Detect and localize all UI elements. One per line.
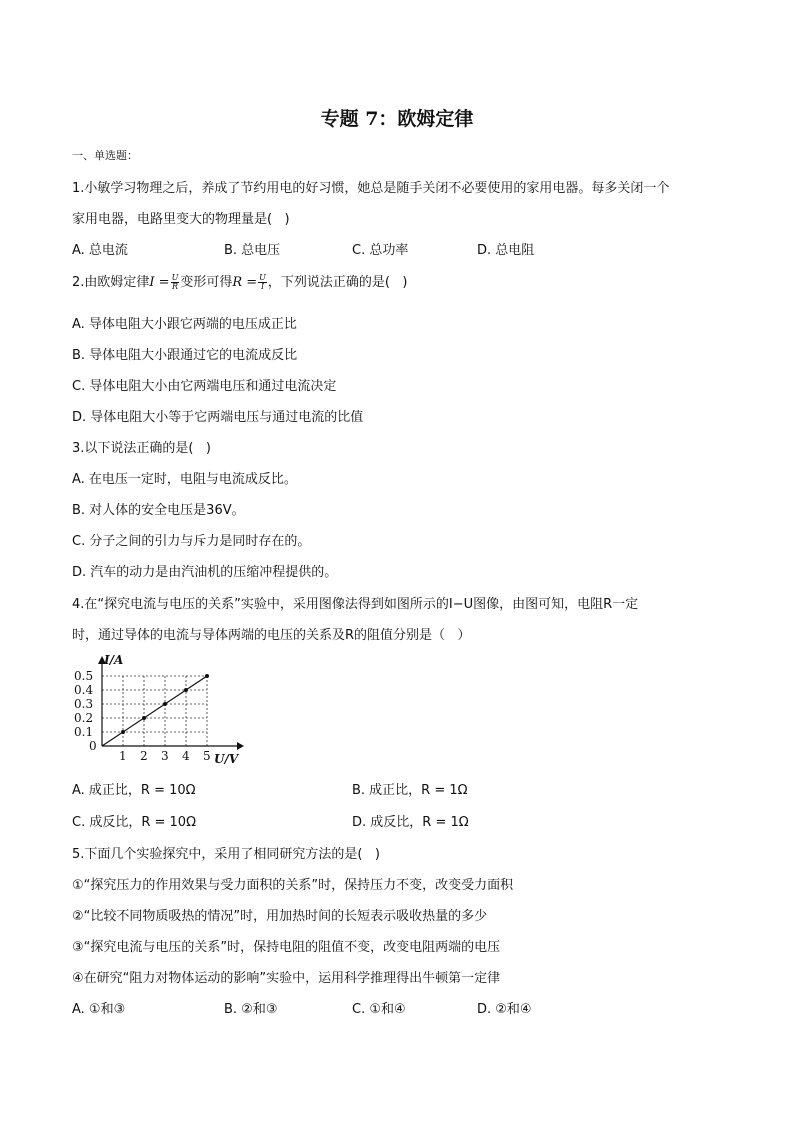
question-4-option-b[interactable]: B. 成正比，R = 1Ω [352,783,468,798]
option-d[interactable]: D. 总电阻 [477,243,535,258]
fraction-denominator: R [171,282,178,291]
question-2-option-b[interactable]: B. 导体电阻大小跟通过它的电流成反比 [72,348,298,363]
formula-2-lhs: R = [232,275,258,290]
option-b[interactable]: B. 总电压 [224,243,281,258]
option-a[interactable]: A. 总电流 [72,243,128,258]
x-tick-label: 5 [203,749,211,763]
y-tick-label: 0.3 [74,697,94,711]
page-title: 专题 7：欧姆定律 [320,108,474,130]
data-point [142,716,146,720]
fraction-2-denominator: I [260,282,265,291]
question-2-suffix: ，下列说法正确的是( ) [267,275,408,290]
y-axis-label: I/A [104,653,124,667]
fraction-2-numerator: U [259,273,266,282]
question-1-stem-line-1: 1.小敏学习物理之后，养成了节约用电的好习惯，她总是随手关闭不必要使用的家用电器。每多关闭一个 [72,181,670,196]
formula-2-fraction [258,274,267,291]
question-4-option-c[interactable]: C. 成反比，R = 10Ω [72,815,197,830]
x-axis-arrow [237,742,244,750]
question-2-option-a[interactable]: A. 导体电阻大小跟它两端的电压成正比 [72,317,297,332]
data-point [121,730,125,734]
question-3-option-a[interactable]: A. 在电压一定时，电阻与电流成反比。 [72,472,297,487]
question-1-options [72,239,722,259]
question-5-item-2: ②“比较不同物质吸热的情况”时，用加热时间的长短表示吸收热量的多少 [72,909,488,924]
question-2-stem [72,271,407,291]
question-3-stem: 3.以下说法正确的是( ) [72,441,211,456]
fraction-numerator: U [171,273,179,282]
question-4-stem-line-2: 时，通过导体的电流与导体两端的电压的关系及R的阻值分别是（ ） [72,628,471,643]
question-1-stem-line-2: 家用电器，电路里变大的物理量是( ) [72,212,290,227]
question-4-option-a[interactable]: A. 成正比，R = 10Ω [72,783,196,798]
y-tick-label: 0.1 [74,725,94,739]
i-u-graph [72,652,252,767]
question-5-option-b[interactable]: B. ②和③ [224,1002,278,1017]
question-4-options-row-2 [72,811,722,831]
section-heading: 一、单选题： [72,149,138,162]
data-point [184,688,188,692]
data-point [163,702,167,706]
question-5-option-d[interactable]: D. ②和④ [477,1002,532,1017]
x-tick-label: 2 [140,749,148,763]
x-axis-label: U/V [214,752,239,766]
question-5-option-c[interactable]: C. ①和④ [352,1002,406,1017]
x-tick-label: 4 [182,749,190,763]
x-tick-label: 3 [161,749,169,763]
y-tick-label: 0.4 [74,683,94,697]
question-3-option-c[interactable]: C. 分子之间的引力与斥力是同时存在的。 [72,534,311,549]
question-2-option-d[interactable]: D. 导体电阻大小等于它两端电压与通过电流的比值 [72,410,364,425]
question-2-option-c[interactable]: C. 导体电阻大小由它两端电压和通过电流决定 [72,379,337,394]
question-4-option-d[interactable]: D. 成反比，R = 1Ω [352,815,469,830]
origin-label: 0 [89,739,97,753]
question-2-middle: 变形可得 [180,275,233,290]
question-5-option-a[interactable]: A. ①和③ [72,1002,126,1017]
formula-fraction [171,274,180,291]
question-5-item-3: ③“探究电流与电压的关系”时，保持电阻的阻值不变，改变电阻两端的电压 [72,940,501,955]
x-tick-label: 1 [119,749,127,763]
question-3-option-d[interactable]: D. 汽车的动力是由汽油机的压缩冲程提供的。 [72,565,338,580]
question-5-item-1: ①“探究压力的作用效果与受力面积的关系”时，保持压力不变，改变受力面积 [72,878,514,893]
y-tick-label: 0.2 [74,711,94,725]
y-tick-label: 0.5 [74,669,94,683]
question-4-options-row-1 [72,779,722,799]
question-5-stem: 5.下面几个实验探究中，采用了相同研究方法的是( ) [72,847,380,862]
question-2-prefix: 2.由欧姆定律 [72,275,150,290]
formula-lhs: I = [149,275,170,290]
question-4-stem-line-1: 4.在“探究电流与电压的关系”实验中，采用图像法得到如图所示的I−U图像，由图可知，电阻R一定 [72,597,639,612]
data-line [102,676,207,746]
data-point [205,674,209,678]
question-5-options [72,998,722,1018]
question-3-option-b[interactable]: B. 对人体的安全电压是36V。 [72,503,245,518]
option-c[interactable]: C. 总功率 [352,243,409,258]
question-5-item-4: ④在研究“阻力对物体运动的影响”实验中，运用科学推理得出牛顿第一定律 [72,971,501,986]
